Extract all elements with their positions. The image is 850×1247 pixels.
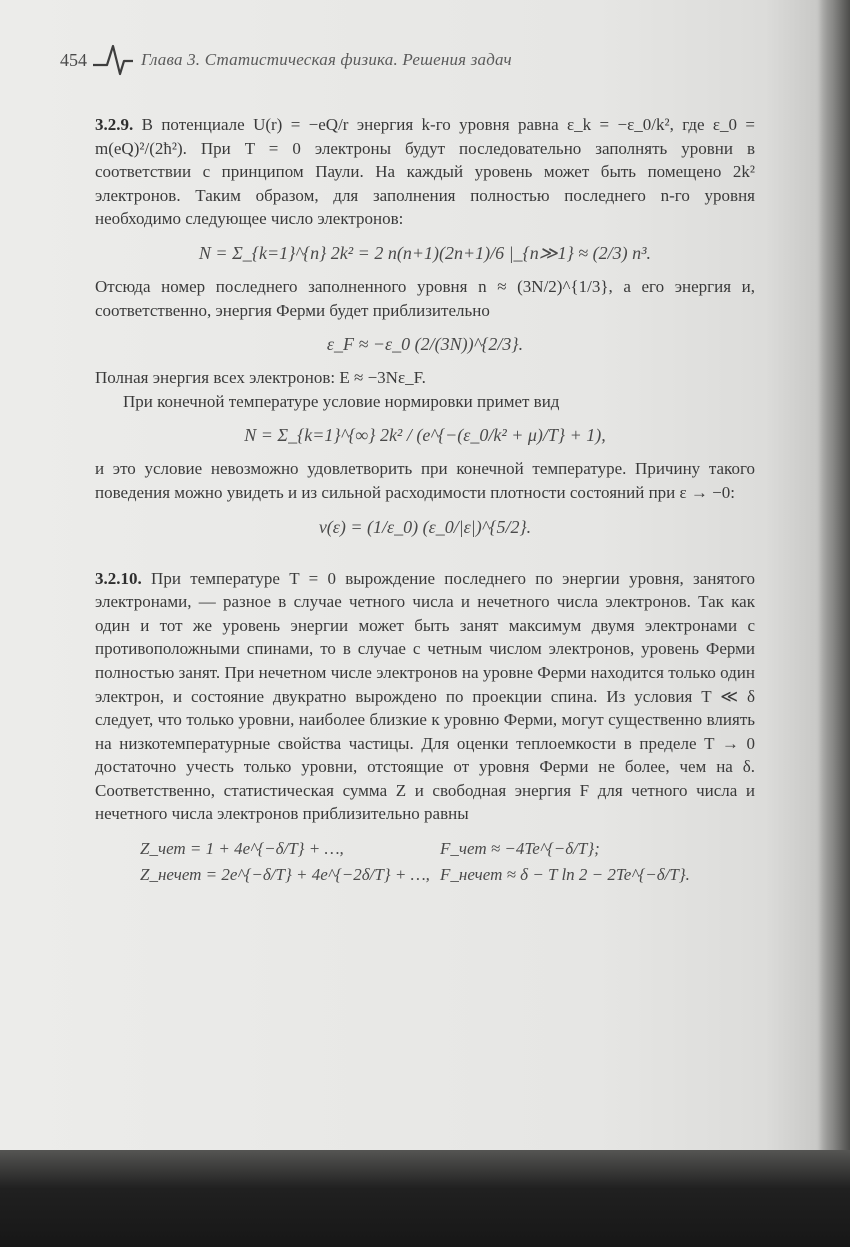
formula-density-of-states: ν(ε) = (1/ε_0) (ε_0/|ε|)^{5/2}.: [318, 516, 532, 537]
problem-3-2-10-intro: [95, 567, 755, 827]
paragraph: При конечной температуре условие нормировки примет вид: [123, 391, 560, 411]
formula-fermi-energy: ε_F ≈ −ε_0 (2/(3N))^{2/3}.: [326, 334, 524, 355]
formula-f-odd: F_нечет ≈ δ − T ln 2 − 2Te^{−δ/T}.: [440, 865, 690, 885]
book-spine-shadow: [818, 0, 850, 1247]
formula-electron-count: N = Σ_{k=1}^{n} 2k² = 2 n(n+1)(2n+1)/6 |_{n≫1} ≈ (2/3) n³.: [198, 242, 652, 263]
page-number: 454: [60, 49, 87, 70]
formula-row-even: [95, 836, 755, 862]
formula-normalization: N = Σ_{k=1}^{∞} 2k² / (e^{−(ε_0/k² + μ)/T} + 1),: [244, 425, 606, 446]
paragraph: Отсюда номер последнего заполненного уровня n ≈ (3N/2)^{1/3}, а его энергия и, соответственно, энергия Ферми будет приблизительно: [95, 276, 755, 320]
formula-row-odd: [95, 862, 755, 888]
formula-z-even: Z_чет = 1 + 4e^{−δ/T} + …,: [140, 839, 344, 859]
paragraph: и это условие невозможно удовлетворить при конечной температуре. Причину такого поведения можно увидеть и из сильной расходимости плотности состояний при ε → −0:: [95, 459, 755, 502]
page-body: [95, 113, 755, 888]
formula-f-even: F_чет ≈ −4Te^{−δ/T};: [440, 839, 600, 859]
scan-bottom-shadow: [0, 1150, 850, 1247]
formula-z-odd: Z_нечет = 2e^{−δ/T} + 4e^{−2δ/T} + …,: [140, 865, 430, 885]
paragraph: При температуре T = 0 вырождение последнего по энергии уровня, занятого электронами, — разное в случае четного числа и нечетного числа электронов. Так как один и тот же уровень энергии может быть занят максимум двумя электронами с противоположными спинами, то в случае с четным числом электронов, уровень Ферми полностью занят. При нечетном числе электронов на уровне Ферми находится только один электрон, и состояние двукратно вырождено по проекции спина. Из условия T ≪ δ следует, что только уровни, наиболее близкие к уровню Ферми, могут существенно влиять на низкотемпературные свойства частицы. Для оценки теплоемкости в пределе T → 0 достаточно учесть только уровни, отстоящие от уровня Ферми не более, чем на δ. Соответственно, статистическая сумма Z и свободная энергия F для четного числа и нечетного числа электронов приблизительно равны: [95, 568, 755, 824]
problem-number: 3.2.10.: [95, 568, 142, 588]
page-header: [60, 44, 620, 76]
running-head: Глава 3. Статистическая физика. Решения задач: [141, 50, 512, 69]
paragraph: Полная энергия всех электронов: E ≈ −3Nε_F.: [95, 368, 426, 388]
pulse-icon: [93, 43, 133, 77]
problem-3-2-9-intro: [95, 113, 755, 231]
paragraph: В потенциале U(r) = −eQ/r энергия k-го уровня равна ε_k = −ε_0/k², где ε_0 = m(eQ)²/(2ħ²). При T = 0 электроны будут последовательно заполнять уровни в соответствии с принципом Паули. На каждый уровень может быть помещено 2k² электронов. Таким образом, для заполнения полностью последнего n-го уровня необходимо следующее число электронов:: [95, 115, 755, 229]
problem-number: 3.2.9.: [95, 115, 134, 134]
